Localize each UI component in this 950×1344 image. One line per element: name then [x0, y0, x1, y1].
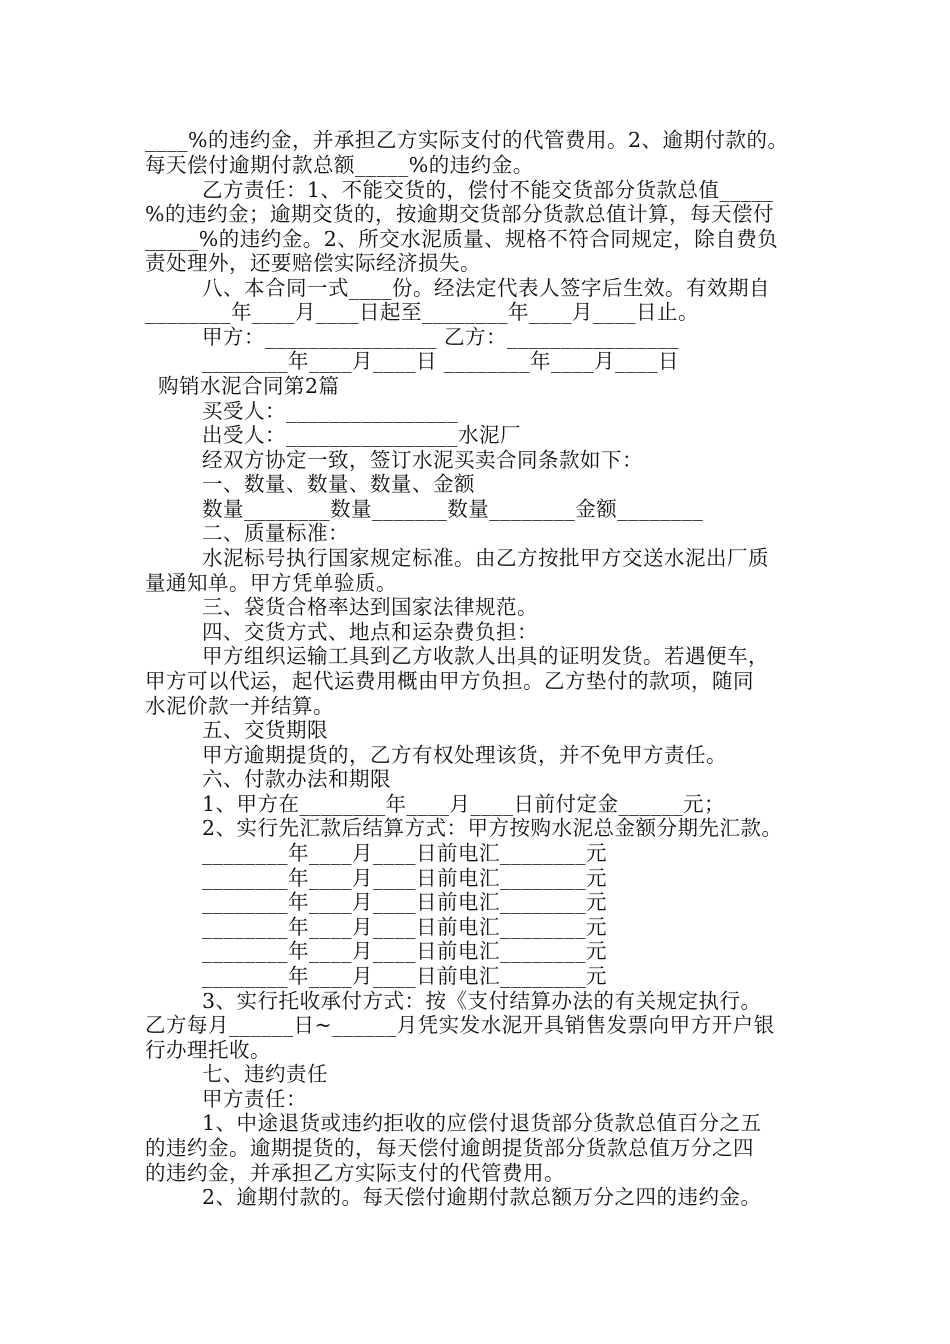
text-line: 二、质量标准：: [202, 521, 349, 545]
text-line: _____%的违约金。2、所交水泥质量、规格不符合同规定，除自费负: [145, 227, 779, 251]
text-line: 甲方组织运输工具到乙方收款人出具的证明发货。若遇便车，: [202, 644, 769, 668]
section-heading: 购销水泥合同第2篇: [158, 374, 340, 398]
payment-line: ________年____月____日前电汇________元: [202, 890, 607, 914]
text-line: 四、交货方式、地点和运杂费负担：: [202, 620, 538, 644]
text-line: 一、数量、数量、数量、金额: [202, 472, 475, 496]
text-line: 的违约金。逾期提货的，每天偿付逾朗提货部分货款总值万分之四: [145, 1136, 754, 1160]
text-line: 量通知单。甲方凭单验质。: [145, 571, 397, 595]
payment-line: ________年____月____日前电汇________元: [202, 866, 607, 890]
text-line: 的违约金，并承担乙方实际支付的代管费用。: [145, 1161, 565, 1185]
text-line: 水泥标号执行国家规定标准。由乙方按批甲方交送水泥出厂质: [202, 546, 769, 570]
text-line: 三、袋货合格率达到国家法律规范。: [202, 595, 538, 619]
text-line: 2、逾期付款的。每天偿付逾期付款总额万分之四的违约金。: [202, 1185, 762, 1209]
text-line: ________年____月____日起至________年____月____日止。: [145, 300, 699, 324]
payment-line: ________年____月____日前电汇________元: [202, 841, 607, 865]
text-line: 数量________数量_______数量________金额________: [202, 497, 704, 521]
text-line: 责处理外，还要赔偿实际经济损失。: [145, 251, 481, 275]
text-line: 每天偿付逾期付款总额_____%的违约金。: [145, 153, 534, 177]
payment-line: ________年____月____日前电汇________元: [202, 939, 607, 963]
text-line: 1、中途退货或违约拒收的应偿付退货部分货款总值百分之五: [202, 1111, 762, 1135]
text-line: 乙方每月______日~______月凭实发水泥开具销售发票向甲方开户银: [145, 1013, 775, 1037]
text-line: 3、实行托收承付方式：按《支付结算办法的有关规定执行。: [202, 989, 762, 1013]
text-line: 2、实行先汇款后结算方式：甲方按购水泥总金额分期先汇款。: [202, 816, 783, 840]
text-line: 八、本合同一式____份。经法定代表人签字后生效。有效期自: [202, 276, 770, 300]
text-line: 出受人：________________水泥厂: [202, 423, 521, 447]
text-line: 甲方责任：: [202, 1087, 307, 1111]
payment-line: ________年____月____日前电汇________元: [202, 964, 607, 988]
text-line: 行办理托收。: [145, 1038, 271, 1062]
text-line: 五、交货期限: [202, 718, 328, 742]
text-line: 经双方协定一致，签订水泥买卖合同条款如下：: [202, 448, 643, 472]
signature-line: 甲方：________________ 乙方：________________: [202, 325, 680, 349]
payment-line: ________年____月____日前电汇________元: [202, 915, 607, 939]
text-line: 买受人：________________: [202, 399, 458, 423]
text-line: 七、违约责任: [202, 1062, 328, 1086]
date-line: ________年____月____日 ________年____月____日: [202, 349, 680, 373]
text-line: 甲方逾期提货的，乙方有权处理该货，并不免甲方责任。: [202, 743, 727, 767]
text-line: 六、付款办法和期限: [202, 767, 391, 791]
text-line: 甲方可以代运，起代运费用概由甲方负担。乙方垫付的款项，随同: [145, 669, 754, 693]
text-line: ____%的违约金，并承担乙方实际支付的代管费用。2、逾期付款的。: [145, 128, 789, 152]
text-line: 1、甲方在________年____月____日前付定金______元；: [202, 792, 726, 816]
text-line: 水泥价款一并结算。: [145, 694, 334, 718]
text-line: %的违约金；逾期交货的，按逾期交货部分货款总值计算，每天偿付: [145, 202, 774, 226]
text-line: 乙方责任：1、不能交货的，偿付不能交货部分货款总值_____: [202, 178, 774, 202]
